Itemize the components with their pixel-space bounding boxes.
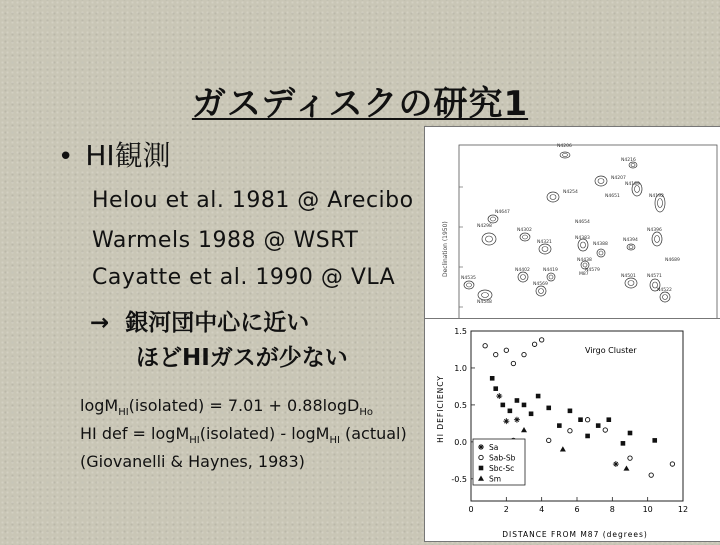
data-point-filled-square	[621, 441, 626, 446]
galaxy-map-contour	[660, 292, 670, 302]
galaxy-map-contour	[478, 290, 492, 300]
data-point-filled-square	[557, 423, 562, 428]
conclusion-line-1	[90, 304, 309, 337]
galaxy-label: N4651	[605, 194, 620, 199]
galaxy-map-core	[523, 235, 528, 239]
x-tick-label: 2	[503, 505, 509, 514]
y-tick-label: 1.5	[454, 327, 467, 336]
galaxy-map-contour	[520, 233, 530, 241]
legend-marker-open-circle	[479, 455, 483, 459]
galaxy-map-core	[658, 199, 663, 208]
chart-xlabel: DISTANCE FROM M87 (degrees)	[502, 530, 648, 539]
galaxy-label: N4207	[611, 176, 626, 181]
formula1-sub-ho: Ho	[359, 407, 374, 419]
galaxy-label: N4394	[623, 238, 638, 243]
data-point-filled-square	[596, 423, 601, 428]
galaxy-map-core	[486, 236, 493, 242]
galaxy-map-contour	[488, 215, 498, 223]
data-point-open-circle	[483, 344, 487, 348]
galaxy-map-core	[629, 246, 633, 249]
galaxy-label: N4396	[647, 228, 662, 233]
galaxy-map-core	[542, 247, 548, 252]
galaxy-map-contour	[536, 286, 546, 296]
galaxy-map-core	[583, 263, 587, 267]
galaxy-labels	[461, 143, 680, 305]
galaxy-map-core	[628, 281, 634, 286]
data-point-open-circle	[568, 429, 572, 433]
chart-svg	[425, 319, 720, 541]
galaxy-label: N4192	[649, 194, 664, 199]
galaxy-label: N4579	[585, 268, 600, 273]
reference-cayatte: Cayatte et al. 1990 @ VLA	[92, 265, 396, 290]
data-point-filled-square	[568, 409, 573, 414]
bullet-item	[58, 134, 171, 174]
galaxy-map-core	[663, 295, 668, 300]
legend-label: Sm	[489, 474, 502, 484]
formula2-part-a: HI def = logM	[80, 424, 190, 443]
galaxy-map-core	[563, 154, 568, 157]
galaxy-map-contour	[547, 192, 559, 202]
galaxy-label: N4189	[625, 182, 640, 187]
formula1-sub-hi: HI	[118, 407, 129, 419]
x-tick-label: 0	[468, 505, 474, 514]
data-point-filled-triangle	[521, 427, 527, 432]
y-tick-label: 0.0	[454, 437, 467, 447]
x-tick-label: 10	[642, 505, 653, 514]
galaxy-label: N4216	[621, 158, 636, 163]
reference-helou: Helou et al. 1981 @ Arecibo	[92, 188, 414, 213]
data-point-filled-square	[529, 411, 534, 416]
formula2-sub-hi-1: HI	[189, 435, 200, 447]
galaxy-label: N4535	[461, 276, 476, 281]
data-point-open-circle	[494, 352, 498, 356]
galaxy-label: M87	[579, 272, 589, 277]
legend-label: Sbc-Sc	[489, 464, 515, 473]
data-point-open-circle	[649, 473, 653, 477]
y-tick-label: 1.0	[454, 363, 467, 373]
y-tick-label: 0.5	[454, 400, 467, 410]
data-point-filled-square	[522, 403, 527, 408]
hi-map-image	[424, 126, 720, 328]
galaxy-map-contour	[625, 278, 637, 288]
galaxy-label: N4388	[593, 242, 608, 247]
galaxy-label: N4419	[543, 268, 558, 273]
data-point-open-circle	[532, 342, 536, 346]
data-point-filled-square	[546, 406, 551, 411]
galaxy-label: N4254	[563, 190, 578, 195]
galaxy-map-contour	[597, 249, 605, 257]
data-point-open-circle	[504, 348, 508, 352]
data-point-star	[613, 461, 619, 467]
x-tick-label: 4	[539, 505, 545, 514]
citation: (Giovanelli & Haynes, 1983)	[80, 452, 305, 471]
chart-title: Virgo Cluster	[585, 346, 637, 355]
chart-axes	[451, 327, 688, 514]
galaxy-map-core	[521, 275, 526, 280]
x-tick-label: 8	[609, 505, 615, 514]
galaxy-label: N4206	[557, 144, 572, 149]
data-point-open-circle	[511, 361, 515, 365]
x-tick-label: 12	[677, 505, 689, 514]
data-point-star	[496, 393, 502, 399]
formula2-part-b: (isolated) - logM	[199, 424, 330, 443]
bullet-text: HI観測	[85, 139, 171, 172]
bullet-dot-icon: •	[58, 142, 74, 172]
data-point-open-circle	[603, 428, 607, 432]
galaxy-map-core	[599, 251, 603, 255]
conclusion-text-1: 銀河団中心に近い	[125, 310, 310, 336]
formula2-part-c: (actual)	[339, 424, 407, 443]
legend-marker-filled-square	[479, 466, 484, 471]
hi-deficiency-chart	[424, 318, 720, 542]
data-point-open-circle	[539, 338, 543, 342]
galaxy-map-contour	[482, 233, 496, 245]
galaxy-label: N4298	[477, 224, 492, 229]
galaxy-label: N4522	[657, 288, 672, 293]
map-ylabel: Declination (1950)	[442, 221, 449, 277]
data-point-star	[514, 417, 520, 423]
galaxy-map-contour	[464, 281, 474, 289]
data-point-filled-triangle	[623, 465, 629, 470]
data-point-open-circle	[522, 352, 526, 356]
galaxy-label: N4689	[665, 258, 680, 263]
data-point-filled-square	[652, 438, 657, 443]
arrow-icon: →	[90, 310, 110, 336]
data-point-filled-square	[501, 403, 506, 408]
reference-warmels: Warmels 1988 @ WSRT	[92, 228, 359, 253]
galaxy-map-core	[482, 293, 489, 298]
galaxy-label: N4654	[575, 220, 590, 225]
galaxy-maps	[464, 152, 670, 302]
galaxy-map-core	[491, 217, 496, 221]
x-tick-label: 6	[574, 505, 580, 514]
galaxy-label: N4302	[517, 228, 532, 233]
data-point-open-circle	[585, 417, 589, 421]
formula1-part-a: logM	[80, 396, 119, 415]
formula1-part-b: (isolated) = 7.01 + 0.88logD	[128, 396, 360, 415]
legend-label: Sab-Sb	[489, 453, 516, 463]
y-tick-label: -0.5	[451, 474, 467, 484]
galaxy-label: N4647	[495, 210, 510, 215]
chart-legend	[473, 439, 525, 485]
map-frame	[459, 145, 717, 323]
galaxy-label: N4548	[477, 300, 492, 305]
data-point-filled-square	[515, 398, 520, 403]
data-point-filled-square	[508, 409, 513, 414]
data-point-filled-square	[490, 376, 495, 381]
data-point-filled-square	[585, 434, 590, 439]
galaxy-map-contour	[627, 244, 635, 250]
conclusion-text-2: ほどHIガスが少ない	[136, 345, 348, 371]
data-point-open-circle	[670, 462, 674, 466]
data-point-filled-triangle	[560, 446, 566, 451]
galaxy-map-core	[550, 195, 556, 200]
galaxy-label: N4438	[577, 258, 592, 263]
galaxy-map-contour	[560, 152, 570, 158]
galaxy-label: N4569	[533, 282, 548, 287]
galaxy-map-contour	[518, 272, 528, 282]
galaxy-map-core	[581, 242, 586, 248]
galaxy-map-contour	[547, 273, 555, 281]
galaxy-map-core	[655, 236, 660, 243]
data-point-filled-square	[493, 386, 498, 391]
galaxy-map-core	[549, 275, 553, 279]
galaxy-map-contour	[652, 232, 662, 246]
galaxy-map-core	[467, 283, 472, 287]
galaxy-map-contour	[539, 244, 551, 254]
galaxy-map-contour	[595, 176, 607, 186]
galaxy-label: N4402	[515, 268, 530, 273]
data-point-filled-square	[628, 431, 633, 436]
data-point-filled-square	[607, 417, 612, 422]
galaxy-map-core	[539, 289, 544, 294]
data-point-open-circle	[547, 438, 551, 442]
formula2-sub-hi-2: HI	[329, 435, 340, 447]
galaxy-label: N4321	[537, 240, 552, 245]
hi-map-svg	[425, 127, 720, 327]
data-point-star	[503, 418, 509, 424]
galaxy-label: N4571	[647, 274, 662, 279]
slide-title: ガスディスクの研究1	[191, 84, 529, 124]
formula-hi-def	[80, 424, 407, 446]
galaxy-label: N4383	[575, 236, 590, 241]
galaxy-map-core	[631, 164, 635, 167]
galaxy-map-core	[598, 179, 604, 184]
formula-isolated	[80, 396, 373, 418]
data-point-filled-square	[536, 394, 541, 399]
chart-ylabel: HI DEFICIENCY	[436, 375, 445, 443]
legend-label: Sa	[489, 443, 499, 452]
galaxy-label: N4501	[621, 274, 636, 279]
data-point-filled-square	[578, 417, 583, 422]
data-point-open-circle	[628, 456, 632, 460]
